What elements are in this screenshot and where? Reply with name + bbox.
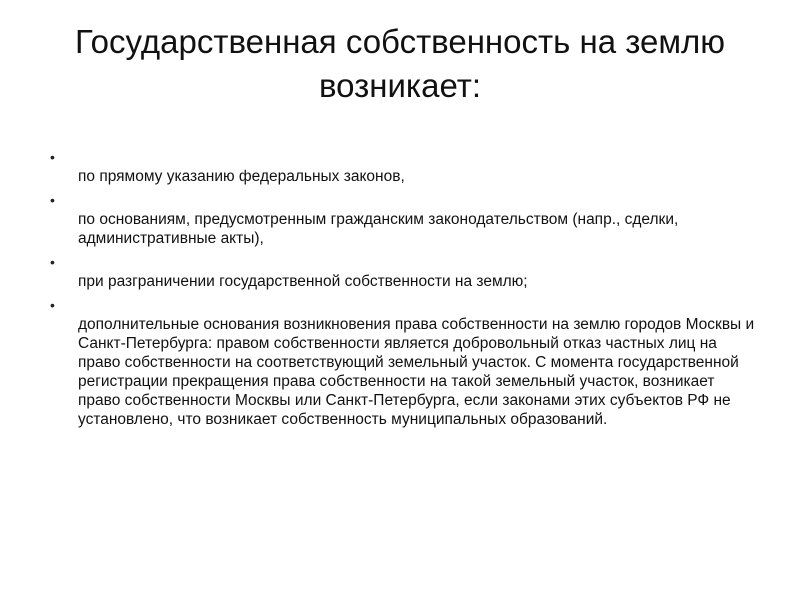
list-item <box>40 296 760 429</box>
bullet-icon: • <box>50 297 55 313</box>
bullet-icon: • <box>50 149 55 165</box>
bullet-icon: • <box>50 192 55 208</box>
bullet-text: при разграничении государственной собственности на землю; <box>78 273 528 290</box>
bullet-text: по прямому указанию федеральных законов, <box>78 168 405 185</box>
list-item <box>40 253 760 291</box>
bullet-icon: • <box>50 254 55 270</box>
bullet-text: по основаниям, предусмотренным гражданским законодательством (напр., сделки, административные акты), <box>78 211 679 247</box>
slide-title: Государственная собственность на землю возникает: <box>74 23 726 104</box>
list-item <box>40 191 760 248</box>
bullet-list <box>40 148 760 434</box>
list-item <box>40 148 760 186</box>
bullet-text: дополнительные основания возникновения права собственности на землю городов Москвы и Санкт-Петербурга: правом собственности является добровольный отказ частных лиц на право собственности на соответствующий земельный участок. С момента государственной регистрации прекращения права собственности на такой земельный участок, возникает право собственности Москвы или Санкт-Петербурга, если законами этих субъектов РФ не установлено, что возникает собственность муниципальных образований. <box>78 316 755 428</box>
